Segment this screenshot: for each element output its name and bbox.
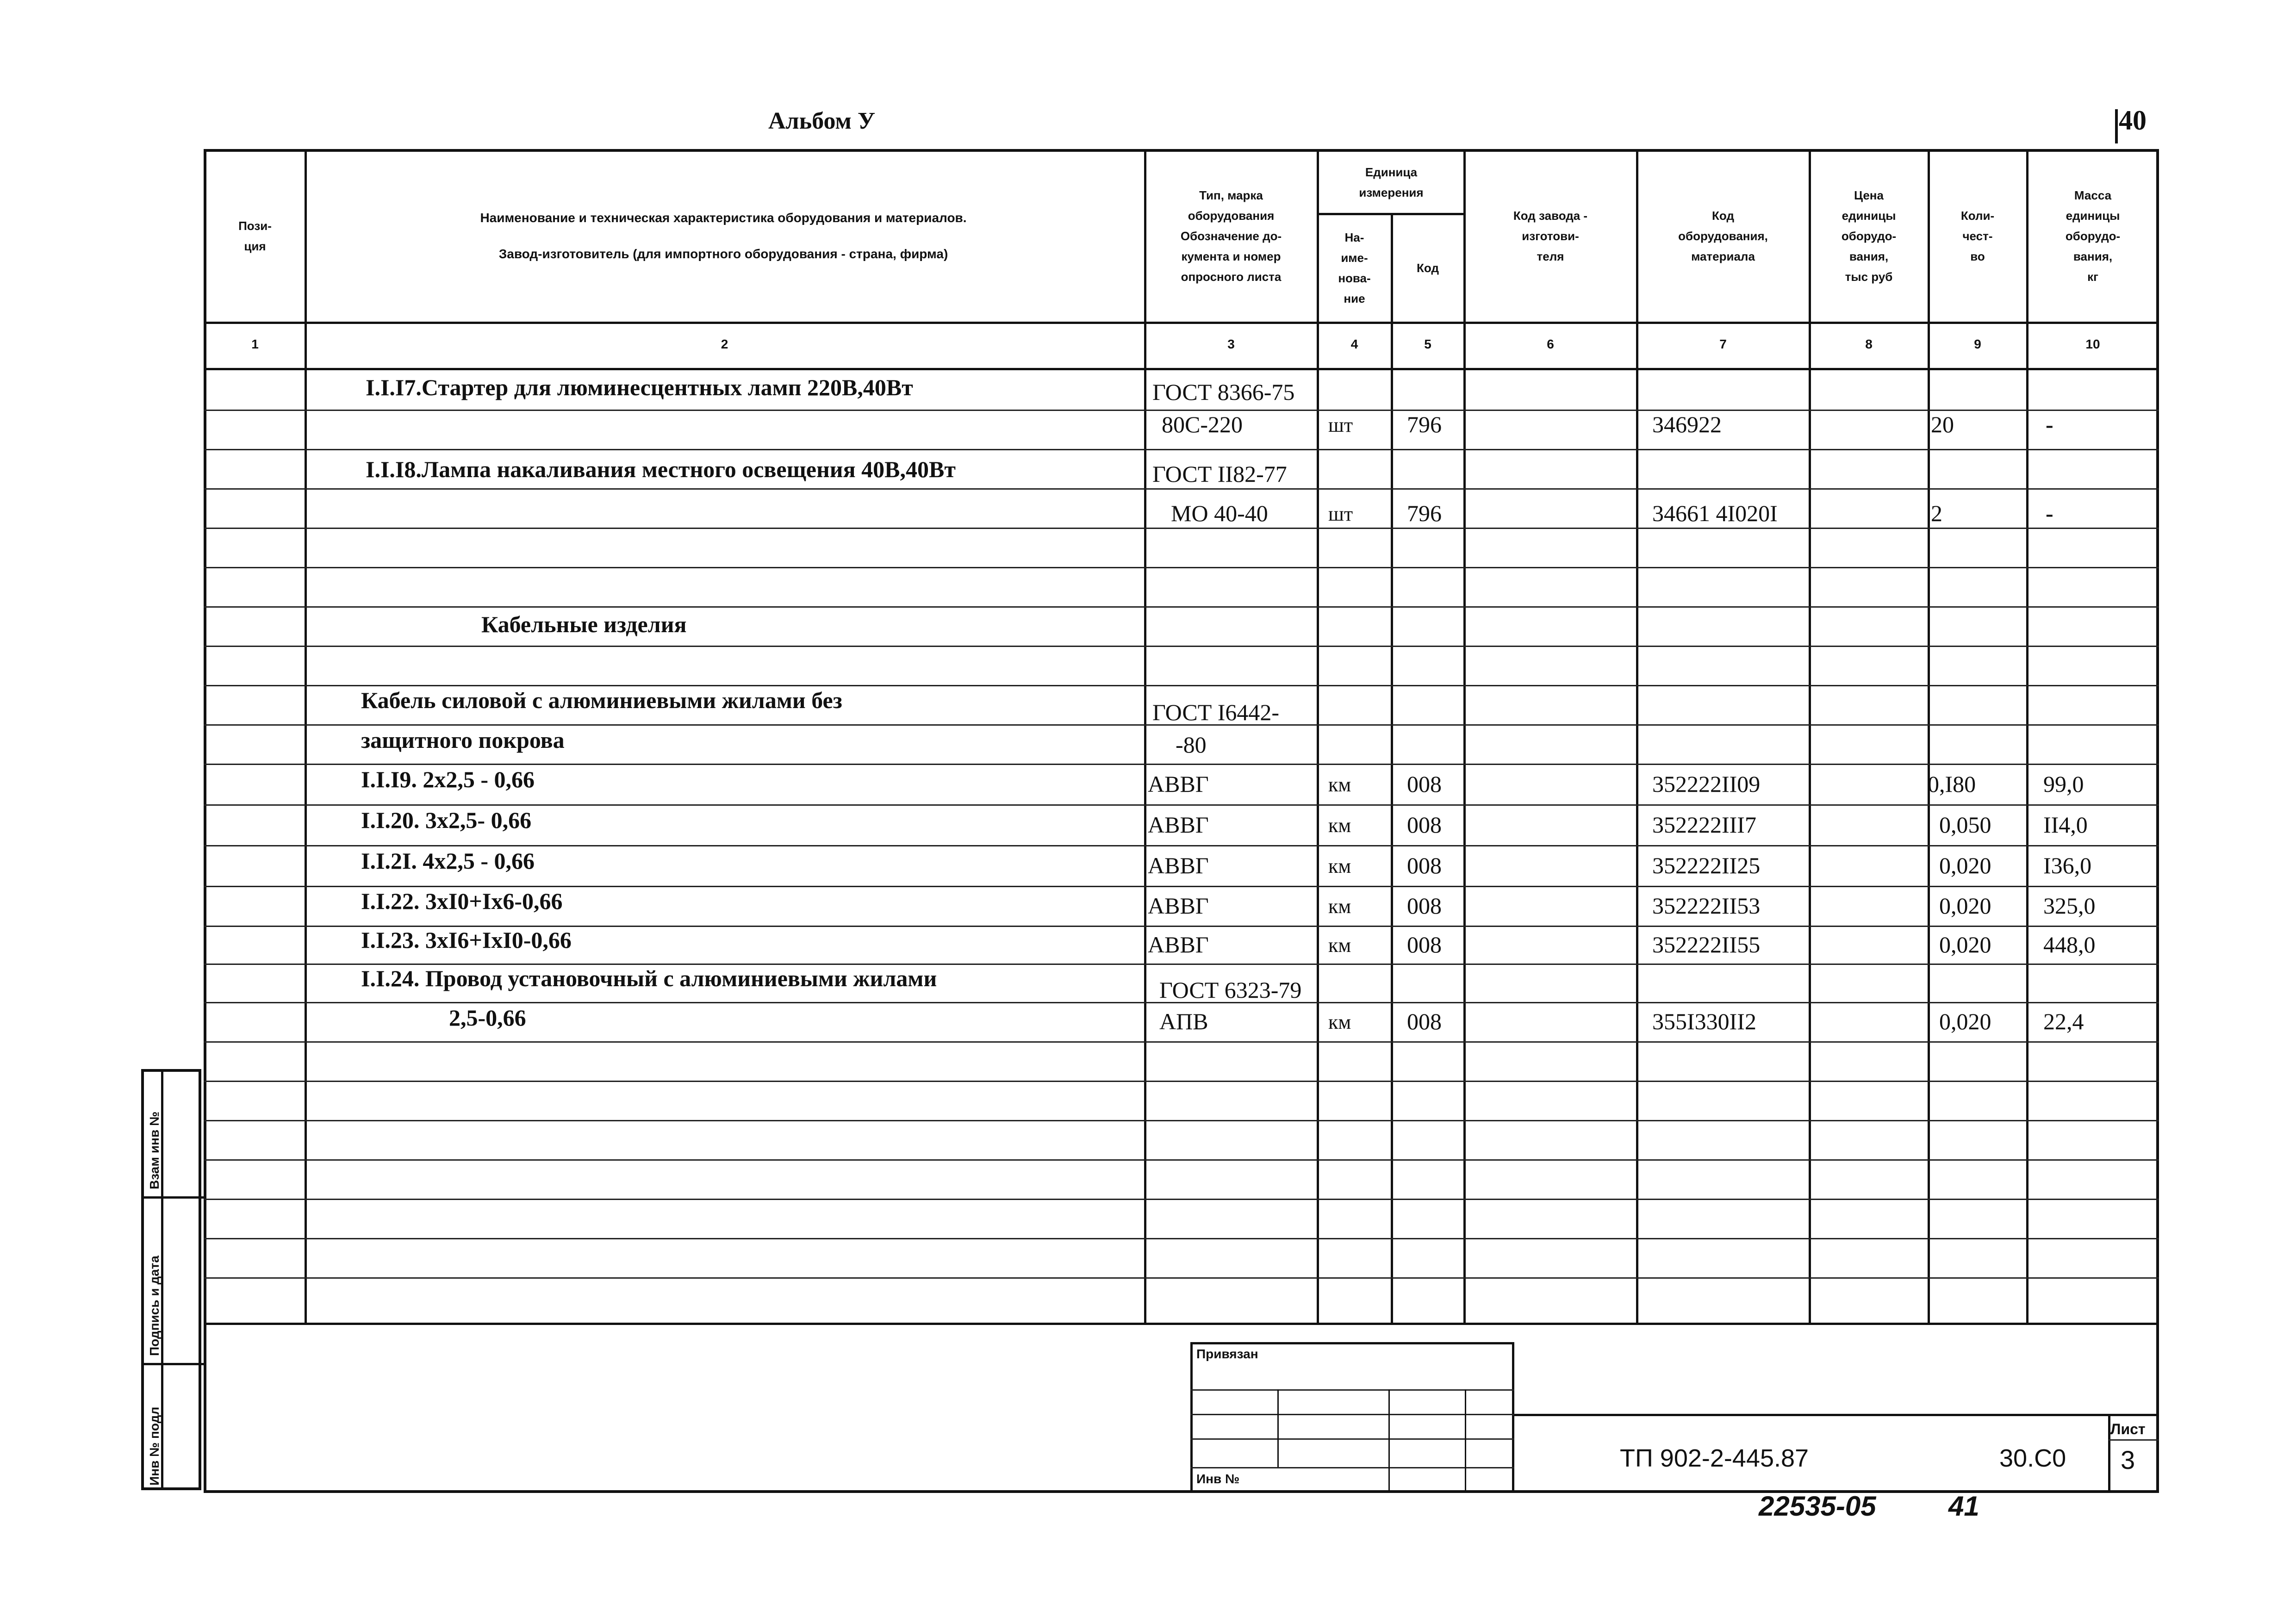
- row-line: [204, 488, 2159, 490]
- row-line: [204, 528, 2159, 529]
- col-line: [1144, 149, 1146, 1325]
- col-line: [2026, 149, 2028, 1325]
- side-strip-line: [141, 1196, 204, 1199]
- row-line: [204, 845, 2159, 846]
- item-mass: 325,0: [2043, 893, 2096, 919]
- colnum-9: 9: [1974, 337, 1981, 351]
- item-unit-code: 796: [1407, 500, 1442, 526]
- hdr-col10: Масса единицы оборудо- вания, кг: [2065, 188, 2121, 284]
- hdr-col8: Цена единицы оборудо- вания, тыс руб: [1841, 188, 1897, 284]
- item-type: АВВГ: [1148, 852, 1209, 878]
- side-strip-line: [141, 1363, 204, 1365]
- item-unit-code: 008: [1407, 893, 1442, 919]
- hdr-col1: Пози- ция: [238, 218, 272, 253]
- item-unit: км: [1328, 855, 1351, 877]
- item-mass: II4,0: [2043, 812, 2088, 838]
- row-line: [204, 567, 2159, 568]
- row-line: [204, 1199, 2159, 1200]
- page-number: 40: [2119, 105, 2147, 136]
- row-line: [204, 886, 2159, 887]
- item-unit-code: 008: [1407, 771, 1442, 797]
- row-line: [204, 764, 2159, 765]
- item-unit-code: 008: [1407, 1008, 1442, 1034]
- archive-code: 22535-05: [1759, 1491, 1876, 1522]
- item-name: I.I.2I. 4х2,5 - 0,66: [361, 848, 535, 874]
- item-mass: 448,0: [2043, 932, 2096, 958]
- hdr-unit-group: Единица измерения: [1359, 165, 1424, 199]
- body-bottom-line: [204, 1323, 2159, 1325]
- item-unit: шт: [1328, 503, 1353, 525]
- item-type: 80С-220: [1162, 411, 1243, 437]
- item-mass: I36,0: [2043, 852, 2092, 878]
- row-line: [204, 1159, 2159, 1161]
- item-mass: 99,0: [2043, 771, 2084, 797]
- page-number-bar: [2115, 109, 2118, 143]
- col-line: [1809, 149, 1811, 1325]
- sheet-number: 3: [2121, 1445, 2135, 1474]
- item-doc: ГОСТ I6442-: [1152, 699, 1280, 725]
- item-type: АВВГ: [1148, 812, 1209, 838]
- item-qty: 0,020: [1939, 1008, 1991, 1034]
- col-line: [1463, 149, 1466, 1325]
- item-name: защитного покрова: [361, 727, 565, 753]
- item-equip-code: 352222II09: [1652, 771, 1761, 797]
- item-unit: км: [1328, 895, 1351, 918]
- item-doc: ГОСТ 8366-75: [1152, 379, 1295, 405]
- hdr-col6: Код завода - изготови- теля: [1513, 208, 1588, 264]
- binding-label: Привязан: [1196, 1347, 1258, 1361]
- sheet-label: Лист: [2110, 1421, 2146, 1437]
- item-equip-code: 355I330II2: [1652, 1008, 1756, 1034]
- item-unit: км: [1328, 934, 1351, 957]
- hdr-col2: Наименование и техническая характеристика оборудования и материалов. Завод-изготовитель (для импортного оборудования - страна, фирма): [480, 210, 967, 261]
- colnum-3: 3: [1227, 337, 1235, 351]
- row-line: [204, 606, 2159, 608]
- colnum-line: [204, 368, 2159, 370]
- stamp-col: [1465, 1389, 1466, 1493]
- item-equip-code: 352222III7: [1652, 812, 1756, 838]
- item-unit-code: 008: [1407, 932, 1442, 958]
- col-line: [305, 149, 307, 1325]
- colnum-2: 2: [721, 337, 728, 351]
- item-mass: -: [2046, 500, 2053, 526]
- colnum-5: 5: [1424, 337, 1431, 351]
- item-name: I.I.24. Провод установочный с алюминиевыми жилами: [361, 965, 937, 991]
- item-name: I.I.I7.Стартер для люминесцентных ламп 220В,40Вт: [366, 374, 913, 400]
- item-type: АВВГ: [1148, 771, 1209, 797]
- hdr-col9: Коли- чест- во: [1960, 208, 1995, 264]
- col-line: [1391, 213, 1393, 1325]
- item-qty: 2: [1931, 500, 1942, 526]
- album-title: Альбом У: [768, 108, 876, 134]
- col-line: [1636, 149, 1638, 1325]
- item-name: I.I.I9. 2х2,5 - 0,66: [361, 766, 535, 792]
- document-number: ТП 902-2-445.87: [1620, 1444, 1809, 1472]
- item-name: I.I.23. 3хI6+IхI0-0,66: [361, 927, 572, 953]
- item-type: АПВ: [1159, 1008, 1208, 1034]
- row-line: [204, 1238, 2159, 1239]
- colnum-7: 7: [1719, 337, 1727, 351]
- title-block-line: [1514, 1414, 2159, 1416]
- item-name: Кабель силовой с алюминиевыми жилами без: [361, 687, 842, 713]
- hdr-col3: Тип, марка оборудования Обозначение до- кумента и номер опросного листа: [1180, 188, 1282, 284]
- item-type: АВВГ: [1148, 932, 1209, 958]
- inventory-label: Инв №: [1196, 1472, 1240, 1486]
- item-qty: 0,020: [1939, 893, 1991, 919]
- item-unit: шт: [1328, 414, 1353, 436]
- row-line: [204, 685, 2159, 686]
- item-unit-code: 008: [1407, 852, 1442, 878]
- item-mass: -: [2046, 411, 2053, 437]
- side-label-inventory: Инв № подл: [147, 1406, 162, 1486]
- item-qty: 20: [1931, 411, 1954, 437]
- item-equip-code: 352222II25: [1652, 852, 1761, 878]
- item-unit: км: [1328, 1011, 1351, 1033]
- row-line: [204, 804, 2159, 806]
- item-unit: км: [1328, 814, 1351, 837]
- hdr-col7: Код оборудования, материала: [1678, 208, 1768, 264]
- item-equip-code: 352222II53: [1652, 893, 1761, 919]
- row-line: [204, 449, 2159, 450]
- hdr-col4: На- име- нова- ние: [1338, 230, 1371, 306]
- item-qty: 0,050: [1939, 812, 1991, 838]
- item-equip-code: 352222II55: [1652, 932, 1761, 958]
- item-equip-code: 34661 4I020I: [1652, 500, 1778, 526]
- row-line: [204, 1041, 2159, 1043]
- row-line: [204, 1081, 2159, 1082]
- sheet-divider-h: [2108, 1439, 2159, 1441]
- item-name: I.I.I8.Лампа накаливания местного освещения 40В,40Вт: [366, 456, 956, 482]
- item-type: АВВГ: [1148, 893, 1209, 919]
- colnum-4: 4: [1350, 337, 1358, 351]
- stamp-col: [1277, 1389, 1279, 1467]
- item-name: I.I.22. 3хI0+Iх6-0,66: [361, 888, 563, 914]
- unit-group-line: [1317, 213, 1463, 215]
- item-qty: 0,020: [1939, 852, 1991, 878]
- archive-number: 41: [1948, 1491, 1979, 1522]
- item-equip-code: 346922: [1652, 411, 1722, 437]
- row-line: [204, 1120, 2159, 1121]
- section-title: Кабельные изделия: [481, 611, 687, 637]
- item-name: I.I.20. 3х2,5- 0,66: [361, 807, 532, 833]
- header-line: [204, 322, 2159, 324]
- item-unit-code: 008: [1407, 812, 1442, 838]
- item-doc: -80: [1176, 732, 1207, 758]
- colnum-1: 1: [251, 337, 259, 351]
- item-mass: 22,4: [2043, 1008, 2084, 1034]
- side-label-replace: Взам инв №: [147, 1111, 162, 1189]
- item-unit-code: 796: [1407, 411, 1442, 437]
- item-doc: ГОСТ II82-77: [1152, 461, 1287, 487]
- item-qty: 0,020: [1939, 932, 1991, 958]
- colnum-10: 10: [2085, 337, 2100, 351]
- row-line: [204, 1277, 2159, 1279]
- item-name: 2,5-0,66: [449, 1005, 526, 1031]
- stamp-col: [1388, 1389, 1390, 1493]
- colnum-8: 8: [1865, 337, 1873, 351]
- item-type: МО 40-40: [1171, 500, 1268, 526]
- side-label-signature: Подпись и дата: [147, 1256, 162, 1356]
- hdr-col5: Код: [1417, 261, 1439, 275]
- col-line: [1928, 149, 1930, 1325]
- item-doc: ГОСТ 6323-79: [1159, 977, 1302, 1003]
- item-unit: км: [1328, 773, 1351, 796]
- colnum-6: 6: [1547, 337, 1554, 351]
- document-suffix: 30.С0: [1999, 1444, 2066, 1472]
- item-qty: 0,I80: [1928, 771, 1976, 797]
- row-line: [204, 646, 2159, 647]
- col-line: [1317, 149, 1319, 1325]
